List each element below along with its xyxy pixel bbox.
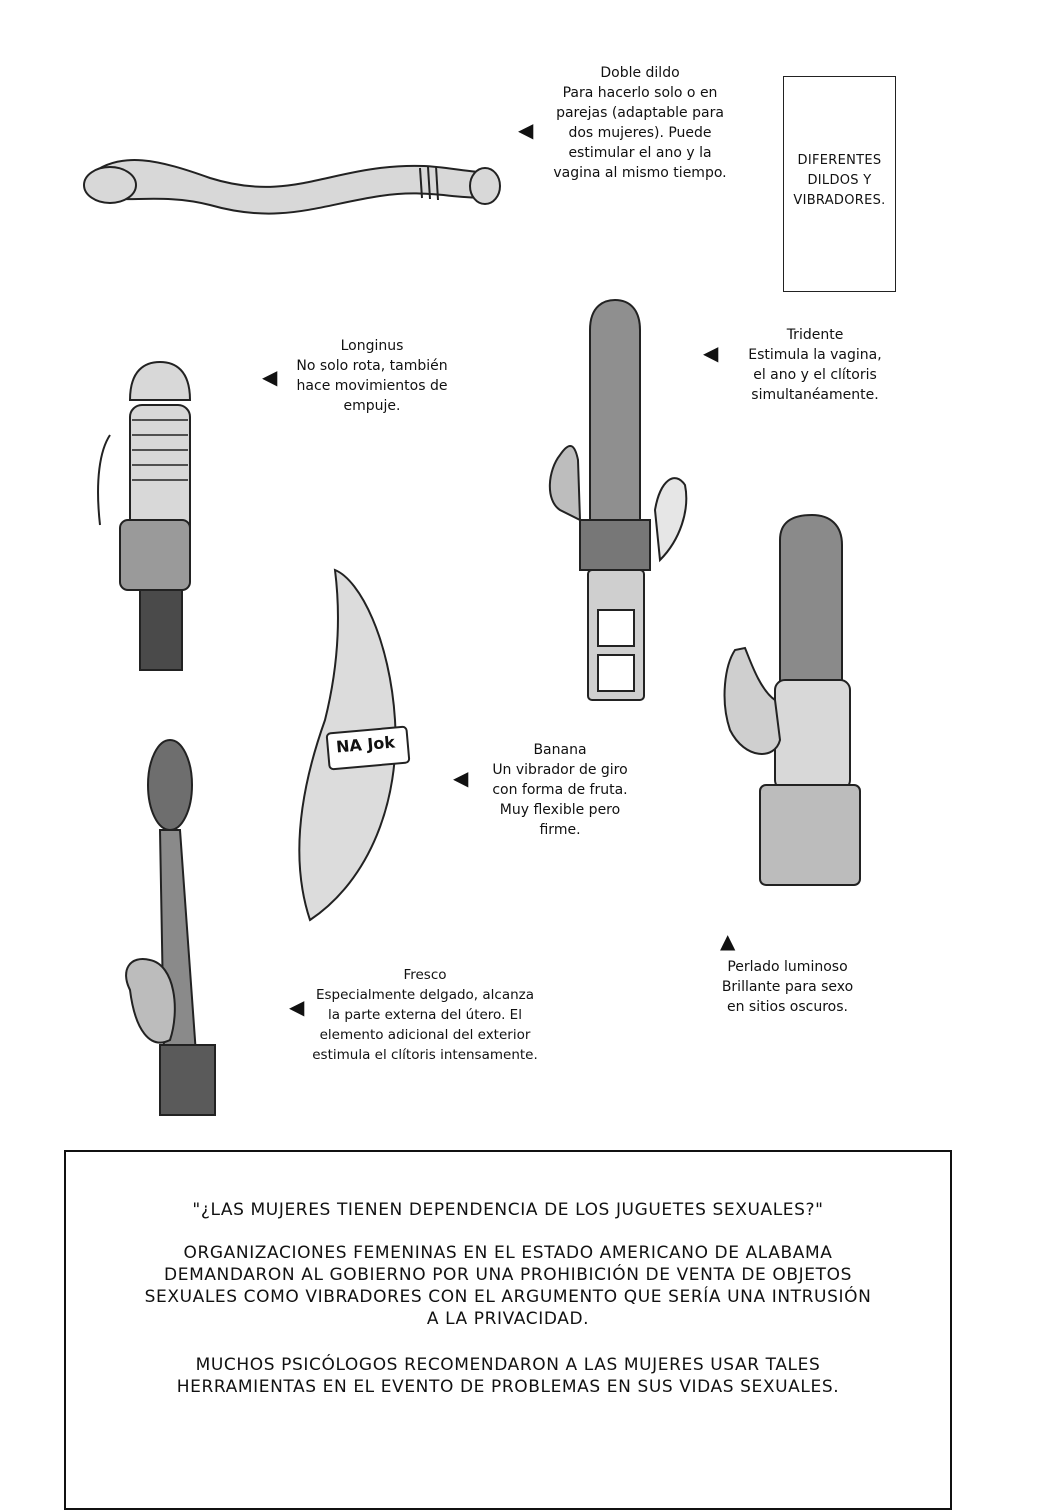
- banana-label: NA Jok: [335, 732, 396, 757]
- pointer-left-icon: ◀: [262, 365, 278, 389]
- note-line: HERRAMIENTAS EN EL EVENTO DE PROBLEMAS EN SUS VIDAS SEXUALES.: [176, 1377, 840, 1397]
- caption-line: Especialmente delgado, alcanza: [315, 987, 535, 1003]
- caption-fresco: [305, 965, 545, 1065]
- note-line: A LA PRIVACIDAD.: [426, 1309, 590, 1329]
- caption-line: Para hacerlo solo o en: [562, 85, 718, 101]
- caption-line: Un vibrador de giro: [492, 762, 628, 778]
- caption-line: dos mujeres). Puede: [568, 125, 712, 141]
- tridente-illustration: [550, 300, 686, 700]
- caption-line: Muy flexible pero: [499, 802, 621, 818]
- caption-line: parejas (adaptable para: [556, 105, 724, 121]
- caption-perlado-luminoso: [700, 957, 875, 1017]
- caption-line: empuje.: [343, 398, 401, 414]
- title-line: VIBRADORES.: [793, 193, 886, 208]
- caption-doble-dildo: [540, 63, 740, 183]
- pointer-left-icon: ◀: [703, 341, 719, 365]
- title-line: DILDOS Y: [807, 173, 872, 188]
- caption-line: No solo rota, también: [296, 358, 448, 374]
- caption-tridente: [730, 325, 900, 405]
- caption-line: estimula el clítoris intensamente.: [312, 1047, 538, 1063]
- title-box: [783, 76, 896, 292]
- note-paragraph-1: [66, 1242, 950, 1330]
- caption-title: Tridente: [786, 327, 844, 343]
- caption-longinus: [282, 336, 462, 416]
- caption-title: Perlado luminoso: [727, 959, 848, 975]
- caption-title: Doble dildo: [600, 65, 680, 81]
- double-dildo-illustration: [84, 160, 500, 214]
- caption-title: Banana: [533, 742, 587, 758]
- caption-title: Fresco: [403, 967, 447, 983]
- caption-line: vagina al mismo tiempo.: [553, 165, 727, 181]
- pointer-left-icon: ◀: [289, 995, 305, 1019]
- perlado-luminoso-illustration: [725, 515, 860, 885]
- caption-title: Longinus: [340, 338, 404, 354]
- note-line: DEMANDARON AL GOBIERNO POR UNA PROHIBICIÓN DE VENTA DE OBJETOS: [164, 1265, 852, 1285]
- note-paragraph-2: [66, 1354, 950, 1398]
- caption-line: simultanéamente.: [751, 387, 879, 403]
- caption-line: con forma de fruta.: [492, 782, 628, 798]
- fresco-illustration: [126, 740, 215, 1115]
- caption-line: en sitios oscuros.: [727, 999, 848, 1015]
- caption-line: estimular el ano y la: [568, 145, 712, 161]
- longinus-illustration: [98, 362, 190, 670]
- title-line: DIFERENTES: [797, 153, 882, 168]
- caption-line: firme.: [539, 822, 581, 838]
- caption-line: hace movimientos de: [296, 378, 448, 394]
- note-box: [64, 1150, 952, 1510]
- note-line: MUCHOS PSICÓLOGOS RECOMENDARON A LAS MUJERES USAR TALES: [195, 1355, 821, 1375]
- note-line: SEXUALES COMO VIBRADORES CON EL ARGUMENTO QUE SERÍA UNA INTRUSIÓN: [144, 1287, 872, 1307]
- pointer-left-icon: ◀: [518, 118, 534, 142]
- caption-line: la parte externa del útero. El: [328, 1007, 522, 1023]
- note-line: ORGANIZACIONES FEMENINAS EN EL ESTADO AMERICANO DE ALABAMA: [183, 1243, 833, 1263]
- caption-line: elemento adicional del exterior: [319, 1027, 531, 1043]
- pointer-left-icon: ◀: [453, 766, 469, 790]
- note-question: "¿LAS MUJERES TIENEN DEPENDENCIA DE LOS JUGUETES SEXUALES?": [192, 1200, 824, 1220]
- pointer-up-icon: ▲: [720, 929, 736, 953]
- caption-line: Estimula la vagina,: [748, 347, 882, 363]
- caption-line: el ano y el clítoris: [753, 367, 877, 383]
- caption-line: Brillante para sexo: [721, 979, 854, 995]
- caption-banana: [475, 740, 645, 840]
